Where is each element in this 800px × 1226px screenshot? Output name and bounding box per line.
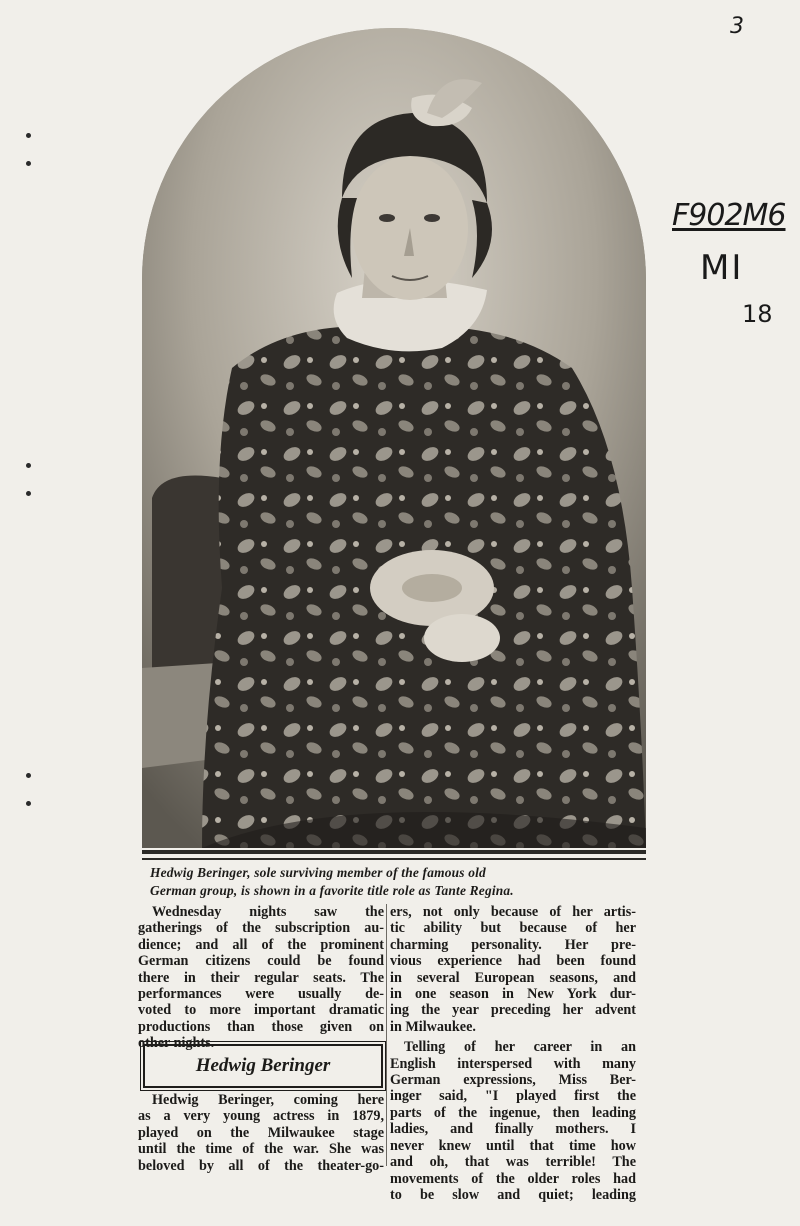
punch-hole [26, 801, 31, 806]
text-line: never knew until that time how [390, 1137, 636, 1154]
punch-hole [26, 161, 31, 166]
text-line: Hedwig Beringer, coming here [152, 1092, 384, 1108]
text-line: in Milwaukee. [390, 1018, 476, 1035]
portrait-illustration [142, 28, 646, 848]
text-line: voted to more important dramatic [138, 1002, 384, 1019]
punch-hole [26, 133, 31, 138]
text-line: as a very young actress in 1879, [138, 1108, 384, 1125]
text-line: performances were usually de- [138, 986, 384, 1003]
punch-hole [26, 463, 31, 468]
text-line: until the time of the war. She was [138, 1141, 384, 1158]
text-line: tic ability but because of her [390, 920, 636, 937]
handwritten-initials: MI [700, 248, 744, 288]
text-line: English interspersed with many [390, 1055, 636, 1072]
text-line: inger said, "I played first the [390, 1088, 636, 1105]
text-line: Wednesday nights saw the [152, 904, 384, 920]
photo-border-rule [142, 850, 646, 854]
text-line: Telling of her career in an [404, 1039, 636, 1056]
article-column-left [138, 904, 384, 1052]
text-line: parts of the ingenue, then leading [390, 1104, 636, 1121]
text-line: and oh, that was terrible! The [390, 1154, 636, 1171]
handwritten-catalog-code: F902M6 [672, 198, 786, 233]
text-line: German expressions, Miss Ber- [390, 1072, 636, 1089]
text-line: beloved by all of the theater-go- [138, 1157, 384, 1174]
text-line: to be slow and quiet; leading [390, 1186, 636, 1203]
punch-hole [26, 773, 31, 778]
text-line: vious experience had been found [390, 953, 636, 970]
text-line: played on the Milwaukee stage [138, 1124, 384, 1141]
section-heading: Hedwig Beringer [143, 1044, 383, 1088]
text-line: charming personality. Her pre- [390, 936, 636, 953]
photo-caption [150, 864, 650, 900]
punch-hole [26, 491, 31, 496]
text-line: other nights. [138, 1035, 215, 1052]
handwritten-page-mark: 3 [730, 14, 744, 39]
caption-line: German group, is shown in a favorite title role as Tante Regina. [150, 883, 514, 898]
article-column-right [390, 904, 636, 1203]
caption-line: Hedwig Beringer, sole surviving member of the famous old [150, 865, 486, 880]
text-line: movements of the older roles had [390, 1170, 636, 1187]
text-line: ladies, and finally mothers. I [390, 1121, 636, 1138]
text-line: productions than those given on [138, 1018, 384, 1035]
portrait-photo [142, 28, 646, 848]
text-line: there in their regular seats. The [138, 969, 384, 986]
column-divider [386, 904, 387, 1166]
text-line: dience; and all of the prominent [138, 936, 384, 953]
text-line: ing the year preceding her advent [390, 1002, 636, 1019]
handwritten-number: 18 [742, 300, 773, 328]
text-line: ers, not only because of her artis- [390, 904, 636, 920]
article-column-left-continued [138, 1092, 384, 1174]
text-line: gatherings of the subscription au- [138, 920, 384, 937]
text-line: German citizens could be found [138, 953, 384, 970]
photo-border-rule [142, 858, 646, 860]
text-line: in several European seasons, and [390, 969, 636, 986]
text-line: in one season in New York dur- [390, 986, 636, 1003]
